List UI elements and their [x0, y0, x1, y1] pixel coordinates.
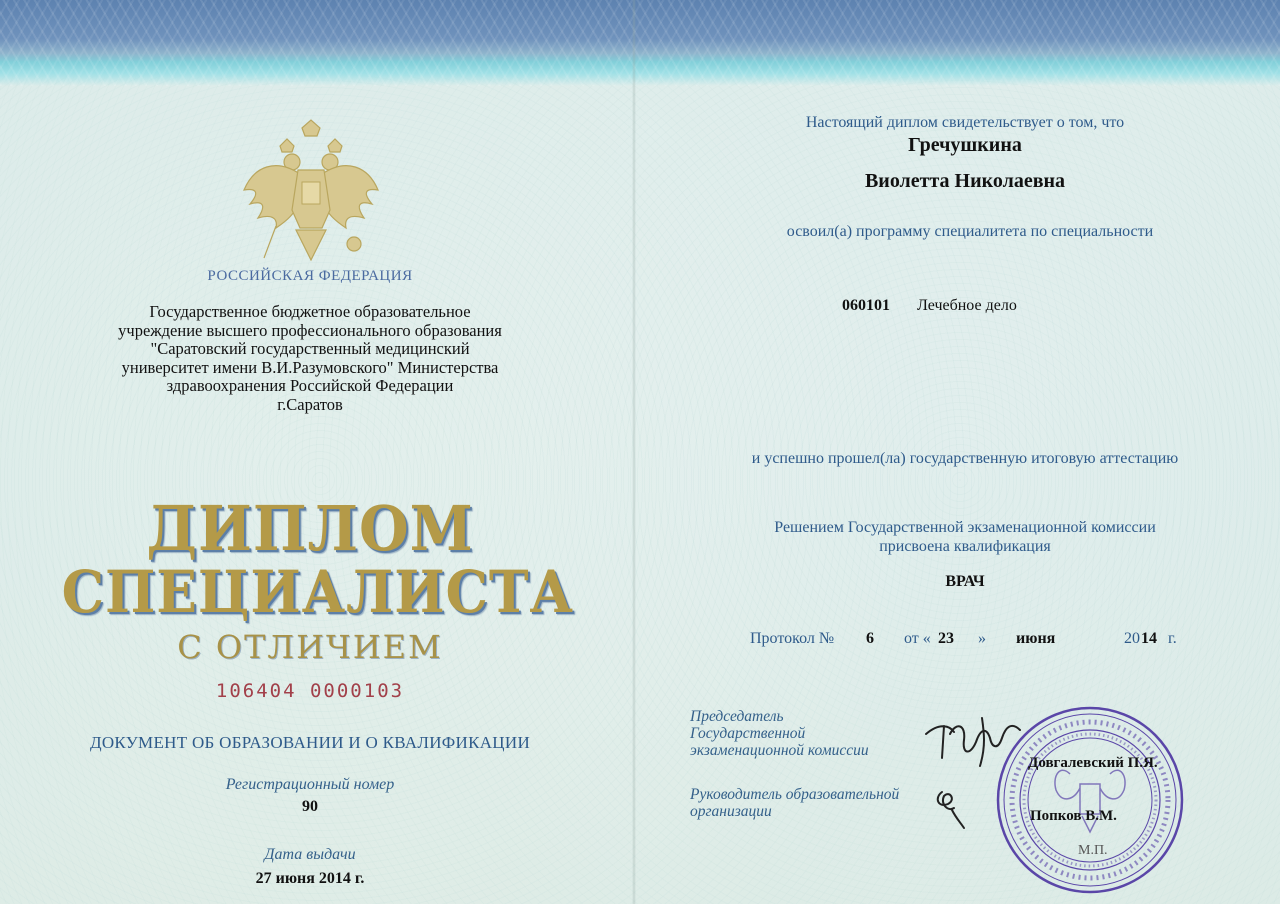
institution-line: университет имени В.И.Разумовского" Министерства [121, 357, 499, 377]
institution-line: г.Саратов [277, 394, 343, 414]
qualification: ВРАЧ [945, 573, 985, 590]
head-label-line: Руководитель образовательной [690, 786, 900, 803]
decision-line: Решением Государственной экзаменационной комиссии [774, 519, 1156, 536]
graduate-given-names: Виолетта Николаевна [864, 170, 1066, 192]
protocol-year-prefix: 20 [1124, 630, 1140, 647]
protocol-from: от « [904, 630, 931, 647]
chair-name: Довгалевский П.Я. [1028, 755, 1158, 771]
chair-label-line: экзаменационной комиссии [690, 742, 869, 759]
diploma-title-line2: СПЕЦИАЛИСТА [61, 558, 574, 626]
graduate-surname: Гречушкина [908, 134, 1022, 156]
serial-number: 106404 0000103 [215, 680, 405, 702]
protocol-close-quote: » [978, 630, 986, 647]
protocol-year-abbr: г. [1168, 630, 1177, 647]
specialty-name: Лечебное дело [917, 297, 1017, 314]
issue-date-label: Дата выдачи [264, 846, 356, 863]
protocol-year-suffix: 14 [1141, 630, 1157, 647]
commission-chair-label [690, 708, 930, 759]
chair-label-line: Председатель [690, 708, 784, 725]
diploma-title-honors: С ОТЛИЧИЕМ [177, 628, 443, 666]
institution-line: учреждение высшего профессионального образования [118, 320, 502, 340]
specialty-code: 060101 [842, 297, 890, 314]
top-security-band [0, 0, 1280, 86]
coat-of-arms-emblem [236, 118, 386, 268]
institution-line: Государственное бюджетное образовательное [149, 302, 471, 321]
seal-mark: М.П. [1078, 843, 1108, 858]
protocol-label: Протокол № [750, 630, 835, 647]
decision-line: присвоена квалификация [879, 538, 1051, 555]
country-label: РОССИЙСКАЯ ФЕДЕРАЦИЯ [207, 268, 413, 284]
registration-number: 90 [302, 798, 318, 815]
official-seal [990, 704, 1190, 894]
protocol-number: 6 [866, 630, 874, 647]
certify-text: Настоящий диплом свидетельствует о том, что [805, 114, 1125, 131]
institution-line: здравоохранения Российской Федерации [166, 376, 454, 396]
head-label-line: организации [690, 803, 772, 820]
chair-label-line: Государственной [690, 725, 806, 742]
document-type: ДОКУМЕНТ ОБ ОБРАЗОВАНИИ И О КВАЛИФИКАЦИИ [89, 733, 531, 752]
organization-head-label [690, 786, 930, 820]
center-fold [632, 0, 636, 904]
protocol-month: июня [1016, 630, 1056, 647]
program-statement: освоил(а) программу специалитета по специальности [786, 223, 1154, 240]
attestation-statement: и успешно прошел(ла) государственную итоговую аттестацию [751, 450, 1179, 467]
protocol-line [750, 630, 1220, 654]
institution-name [60, 303, 560, 415]
registration-label: Регистрационный номер [225, 776, 395, 793]
protocol-day: 23 [938, 630, 954, 647]
institution-line: "Саратовский государственный медицинский [150, 339, 470, 359]
diploma-title-line1: ДИПЛОМ [146, 492, 474, 565]
head-signature [930, 782, 980, 832]
head-name: Попков В.М. [1030, 808, 1117, 824]
issue-date-value: 27 июня 2014 г. [255, 870, 365, 887]
